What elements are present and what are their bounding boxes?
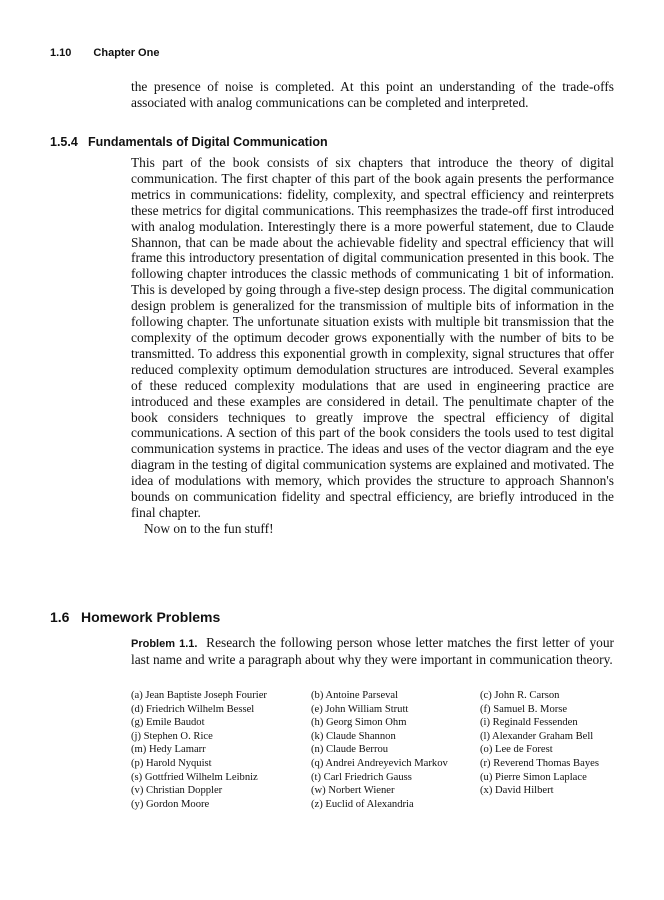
list-item: (i) Reginald Fessenden [480, 717, 578, 729]
list-item: (m) Hedy Lamarr [131, 744, 206, 756]
running-header [50, 47, 159, 59]
list-item: (c) John R. Carson [480, 690, 560, 701]
list-item: (j) Stephen O. Rice [131, 730, 213, 742]
list-item: (h) Georg Simon Ohm [311, 717, 407, 729]
section-1-5-4-body [131, 155, 614, 537]
list-item: (f) Samuel B. Morse [480, 703, 568, 715]
list-item: (g) Emile Baudot [131, 717, 205, 729]
problem-label: Problem 1.1. [131, 638, 198, 650]
list-item: (e) John William Strutt [311, 703, 409, 715]
list-item: (l) Alexander Graham Bell [480, 730, 594, 742]
section-number: 1.6 [50, 609, 70, 625]
list-item: (b) Antoine Parseval [311, 690, 399, 701]
list-item: (w) Norbert Wiener [311, 785, 395, 797]
list-item: (z) Euclid of Alexandria [311, 798, 414, 810]
chapter-title: Chapter One [93, 47, 160, 59]
section-number: 1.5.4 [50, 135, 78, 149]
section-heading-1-6 [50, 609, 220, 625]
list-item: (u) Pierre Simon Laplace [480, 771, 587, 783]
list-item: (k) Claude Shannon [311, 730, 396, 742]
problem-statement [131, 635, 614, 667]
section-heading-1-5-4 [50, 135, 328, 149]
section-title: Homework Problems [81, 609, 221, 625]
list-item: (v) Christian Doppler [131, 785, 223, 797]
list-item: (o) Lee de Forest [480, 744, 553, 756]
section-paragraph: This part of the book consists of six chapters that introduce the theory of digital communication. The first chapter of this part of the book again presents the performance metrics in communications: fidelity, complexity, and spectral efficiency and reinterprets these metrics for digital communications. This reemphasizes the trade-off first introduced with analog modulation. Interestingly there is a more powerful statement, due to Claude Shannon, that can be made about the achievable fidelity and spectral efficiency that will frame this introductory presentation of digital communication presented in this book. The following chapter introduces the classic methods of communicating 1 bit of information. This is developed by going through a five-step design process. The digital communication design problem is generalized for the transmission of multiple bits of information in the following chapter. The unfortunate situation exists with multiple bit transmission that the complexity of the optimum decoder grows exponentially with the number of bits to be transmitted. To address this exponential growth in complexity, signal structures that offer reduced complexity optimum demodulation structures are introduced. Several examples of these reduced complexity modulations that are used in engineering practice are introduced and these examples are considered in detail. The penultimate chapter of the book considers techniques to greatly improve the spectral efficiency of digital communications. A section of this part of the book considers the tools used to test digital communication systems in practice. The ideas and uses of the vector diagram and the eye diagram in the testing of digital communication systems are explained and motivated. The idea of modulations with memory, which provides the structure to approach Shannon's bounds on communication fidelity and spectral efficiency, are briefly introduced in the final chapter. [131, 155, 614, 520]
list-item: (y) Gordon Moore [131, 798, 210, 810]
list-item: (n) Claude Berrou [311, 744, 389, 756]
closing-line: Now on to the fun stuff! [144, 520, 274, 536]
problem-text: Research the following person whose letter matches the first letter of your last name and write a paragraph about why they were important in communication theory. [131, 635, 614, 668]
list-item: (d) Friedrich Wilhelm Bessel [131, 703, 255, 715]
list-item: (s) Gottfried Wilhelm Leibniz [131, 771, 258, 783]
intro-paragraph: the presence of noise is completed. At this point an understanding of the trade-offs associated with analog communications can be completed and interpreted. [131, 79, 614, 110]
list-item: (q) Andrei Andreyevich Markov [311, 757, 448, 769]
list-item: (x) David Hilbert [480, 785, 554, 797]
list-item: (a) Jean Baptiste Joseph Fourier [131, 690, 267, 701]
section-title: Fundamentals of Digital Communication [88, 135, 328, 149]
list-item: (t) Carl Friedrich Gauss [311, 771, 412, 783]
page-number: 1.10 [50, 47, 72, 59]
name-list [131, 689, 631, 811]
list-item: (r) Reverend Thomas Bayes [480, 757, 599, 769]
list-item: (p) Harold Nyquist [131, 757, 212, 769]
